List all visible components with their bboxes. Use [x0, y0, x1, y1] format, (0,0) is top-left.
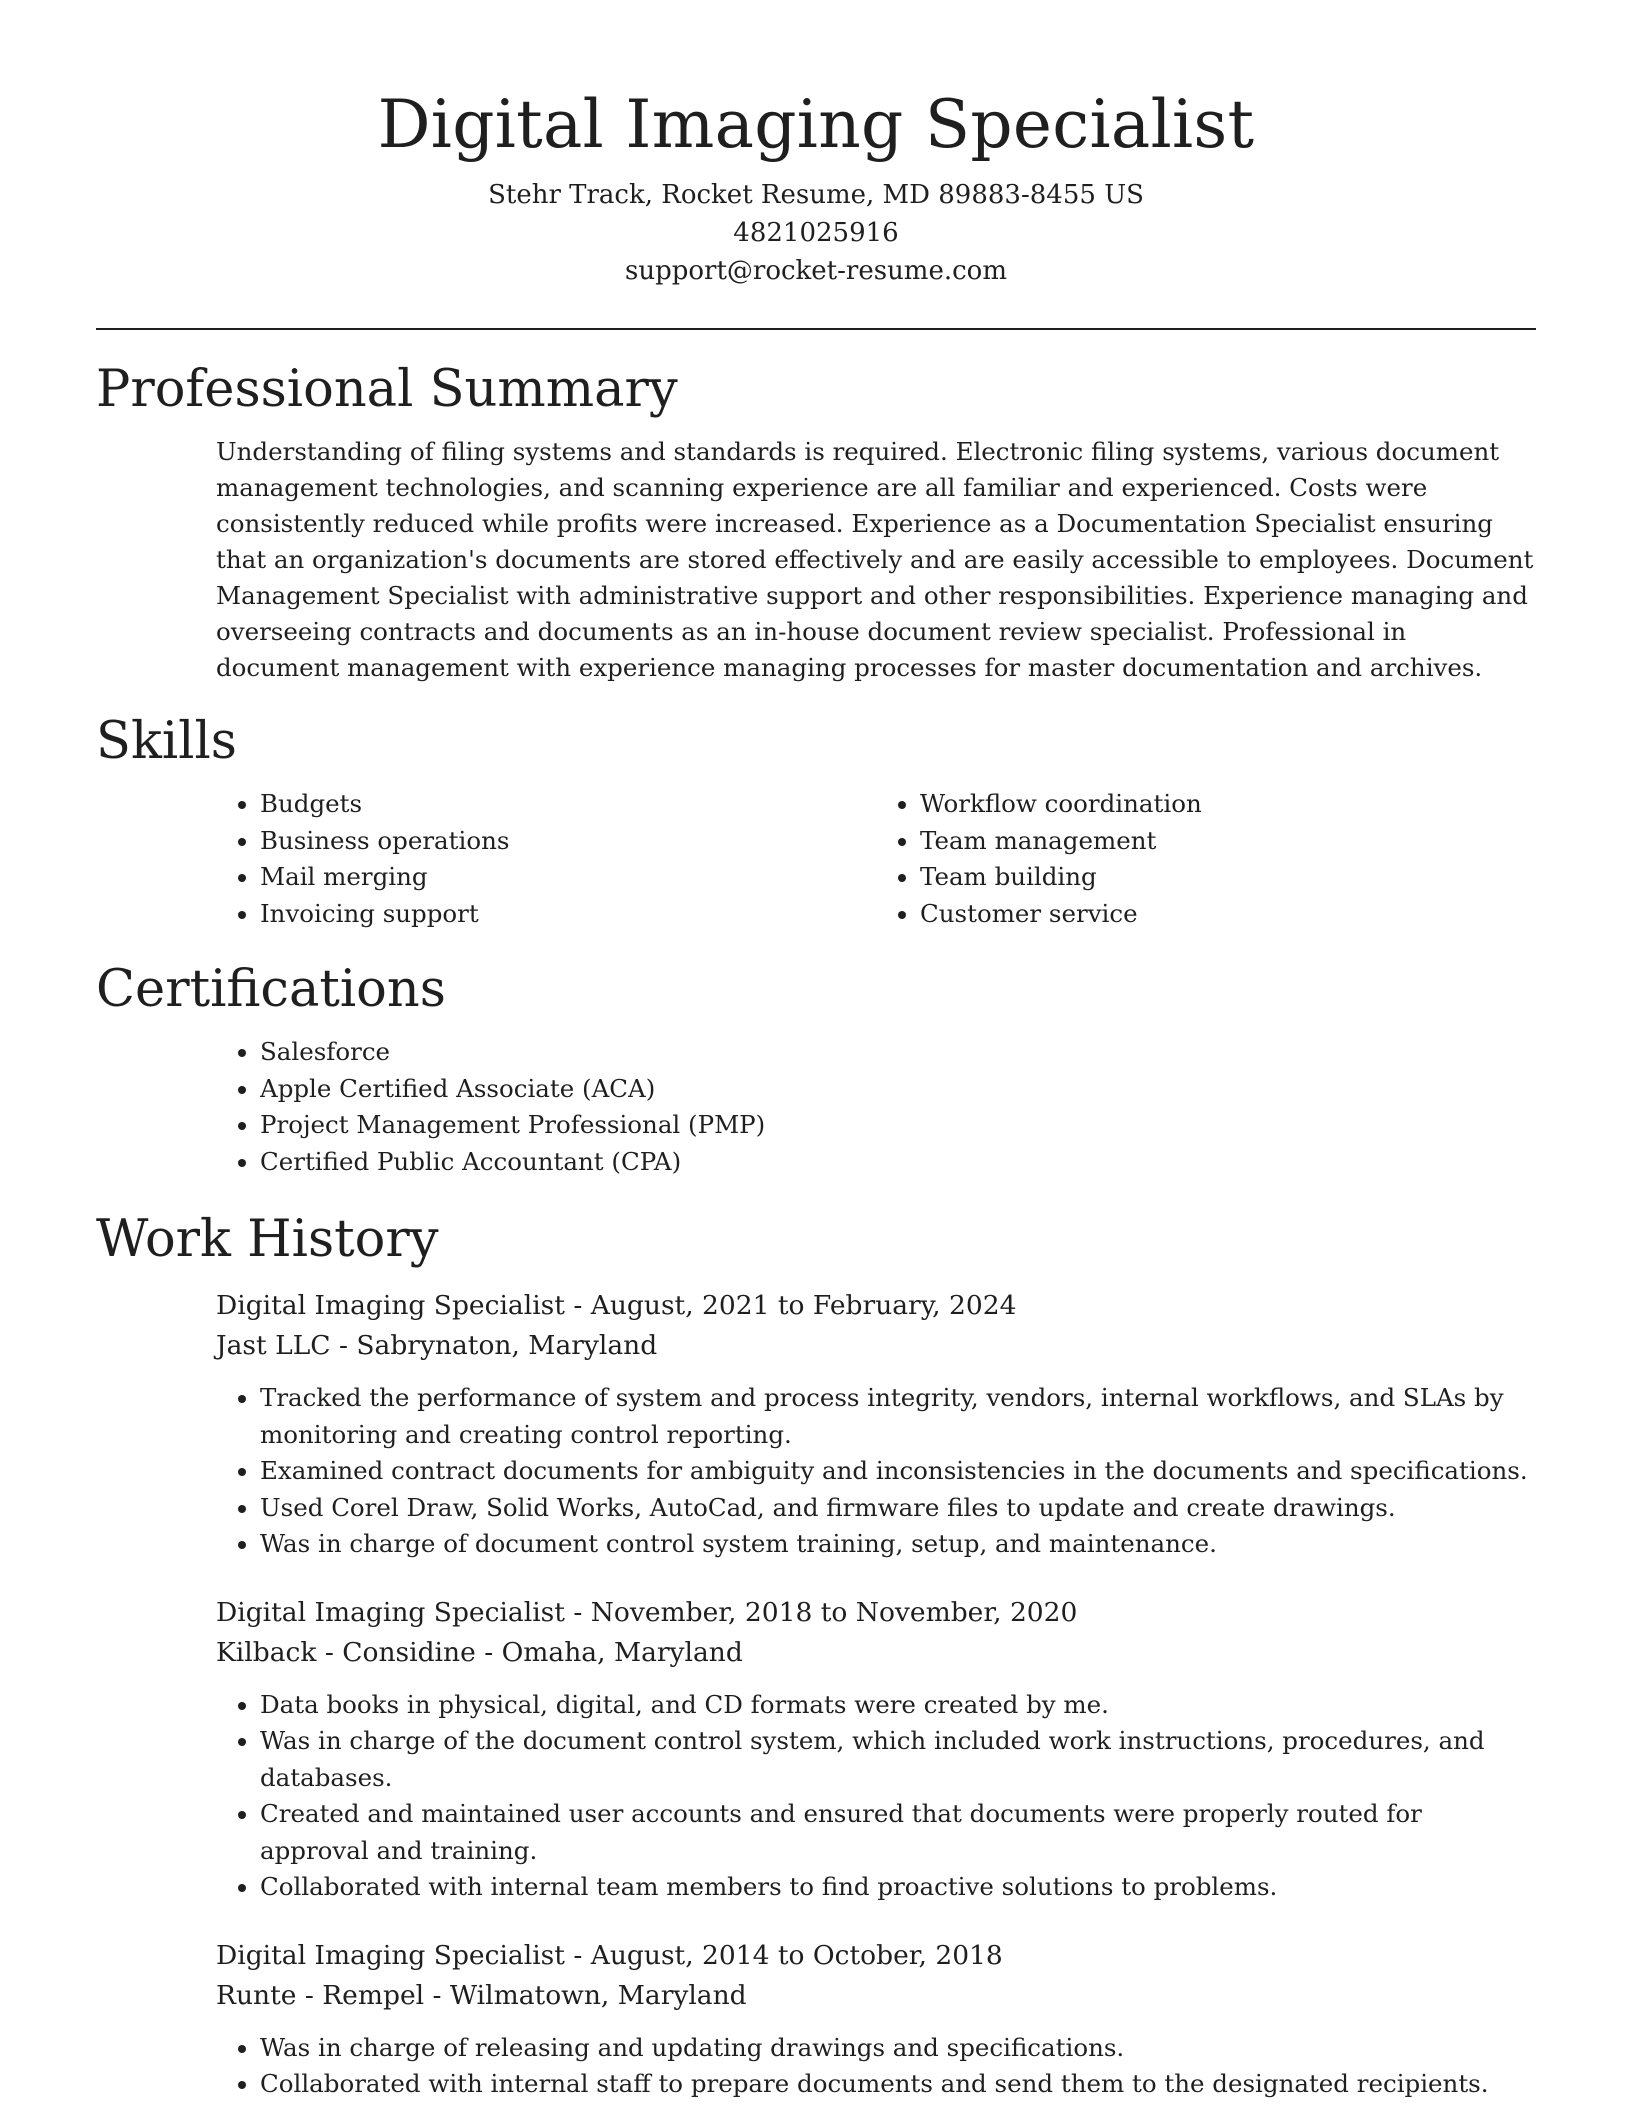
phone-number: 4821025916 — [733, 218, 899, 248]
skill-item: • Workflow coordination — [920, 786, 1536, 823]
job-bullet: • Was in charge of the document control system, which included work instructions, procedures, and databases. — [260, 1723, 1536, 1796]
job-bullet: • Data books in physical, digital, and CD formats were created by me. — [260, 1687, 1536, 1724]
job-entry — [216, 1286, 1536, 1563]
job-entry — [216, 1593, 1536, 1906]
address: Stehr Track, Rocket Resume, MD 89883-8455 US — [488, 180, 1144, 210]
skill-item: • Customer service — [920, 896, 1536, 933]
job-bullet: • Created and maintained user accounts and ensured that documents were properly routed for approval and training. — [260, 1796, 1536, 1869]
skills-section — [96, 710, 1536, 932]
job-company-location: Kilback - Considine - Omaha, Maryland — [216, 1636, 743, 1668]
certifications-heading: Certifications — [96, 960, 446, 1019]
job-bullets — [216, 2030, 1536, 2103]
skills-heading: Skills — [96, 712, 237, 771]
certifications-section — [96, 958, 1536, 1180]
job-bullet: • Collaborated with internal team members to find proactive solutions to problems. — [260, 1869, 1536, 1906]
job-title-dates: Digital Imaging Specialist - November, 2018 to November, 2020 — [216, 1596, 1078, 1628]
email-address: support@rocket-resume.com — [624, 256, 1007, 286]
job-bullet: • Collaborated with internal staff to prepare documents and send them to the designated recipients. — [260, 2066, 1536, 2103]
resume-header — [96, 0, 1536, 290]
skill-item: • Budgets — [260, 786, 876, 823]
skills-column-right — [876, 786, 1536, 932]
skill-item: • Team building — [920, 859, 1536, 896]
job-company-location: Runte - Rempel - Wilmatown, Maryland — [216, 1979, 747, 2011]
certification-item: • Certified Public Accountant (CPA) — [260, 1144, 1536, 1181]
skill-item: • Team management — [920, 823, 1536, 860]
summary-section — [96, 358, 1536, 686]
job-company-location: Jast LLC - Sabrynaton, Maryland — [216, 1330, 658, 1361]
certification-item: • Salesforce — [260, 1034, 1536, 1071]
job-bullets — [216, 1380, 1536, 1563]
job-entry — [216, 1936, 1536, 2103]
job-title-dates: Digital Imaging Specialist - August, 2021 to February, 2024 — [216, 1290, 1017, 1321]
skills-grid — [216, 786, 1536, 932]
job-bullet: • Was in charge of document control system training, setup, and maintenance. — [260, 1526, 1536, 1563]
page-title: Digital Imaging Specialist — [377, 86, 1255, 163]
job-bullet: • Tracked the performance of system and process integrity, vendors, internal workflows, and SLAs by monitoring and creating control reporting. — [260, 1380, 1536, 1453]
work-history-heading: Work History — [96, 1210, 439, 1269]
summary-text: Understanding of filing systems and standards is required. Electronic filing systems, various document management technologies, and scanning experience are all familiar and experienced. Costs were consistently reduced while profits were increased. Experience as a Documentation Specialist ensuring that an organization's documents are stored effectively and are easily accessible to employees. Document Management Specialist with administrative support and other responsibilities. Experience managing and overseeing contracts and documents as an in-house document review specialist. Professional in document management with experience managing processes for master documentation and archives. — [216, 437, 1534, 682]
job-title-dates: Digital Imaging Specialist - August, 2014 to October, 2018 — [216, 1939, 1003, 1971]
header-divider — [96, 328, 1536, 330]
certification-item: • Apple Certified Associate (ACA) — [260, 1071, 1536, 1108]
job-bullet: • Used Corel Draw, Solid Works, AutoCad, and firmware files to update and create drawings. — [260, 1490, 1536, 1527]
skills-column-left — [216, 786, 876, 932]
certification-item: • Project Management Professional (PMP) — [260, 1107, 1536, 1144]
job-bullet: • Examined contract documents for ambiguity and inconsistencies in the documents and specifications. — [260, 1453, 1536, 1490]
resume-page — [96, 0, 1536, 2103]
job-bullets — [216, 1687, 1536, 1906]
skill-item: • Mail merging — [260, 859, 876, 896]
summary-heading: Professional Summary — [96, 360, 678, 419]
job-bullet: • Was in charge of releasing and updating drawings and specifications. — [260, 2030, 1536, 2067]
skill-item: • Invoicing support — [260, 896, 876, 933]
skill-item: • Business operations — [260, 823, 876, 860]
work-history-section — [96, 1208, 1536, 2103]
certifications-list — [216, 1034, 1536, 1180]
